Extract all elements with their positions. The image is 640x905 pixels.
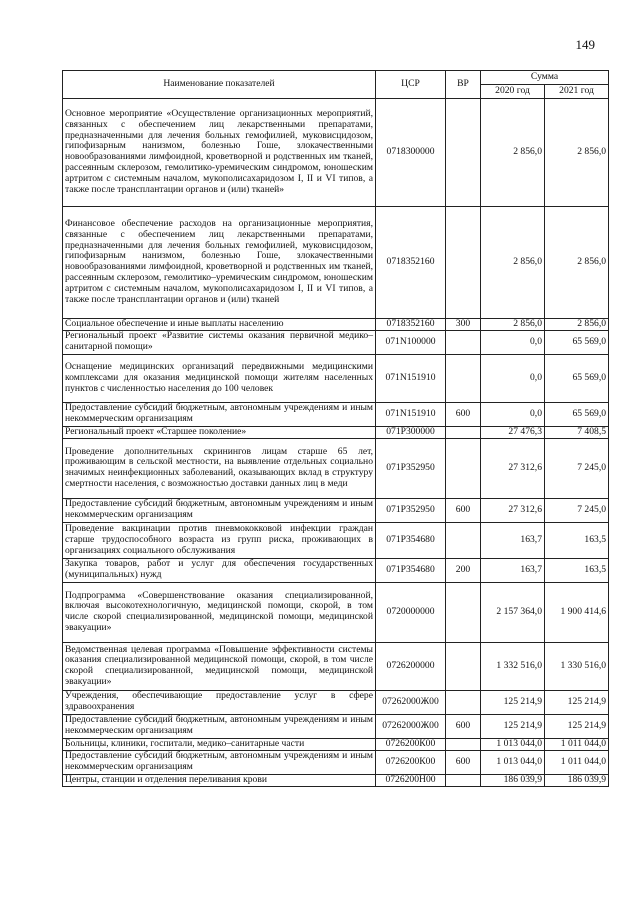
row-amount-2020: 27 476,3 <box>481 426 545 438</box>
table-row <box>63 318 609 330</box>
row-amount-2020: 2 856,0 <box>481 318 545 330</box>
row-amount-2020: 2 157 364,0 <box>481 582 545 642</box>
row-amount-2021: 65 569,0 <box>545 354 609 402</box>
row-vr <box>446 330 481 354</box>
row-vr: 600 <box>446 750 481 774</box>
row-amount-2020: 27 312,6 <box>481 438 545 498</box>
row-vr <box>446 98 481 206</box>
row-amount-2020: 163,7 <box>481 558 545 582</box>
row-csr: 0718352160 <box>376 318 446 330</box>
row-vr <box>446 438 481 498</box>
table-row <box>63 354 609 402</box>
row-vr: 600 <box>446 498 481 522</box>
row-amount-2021: 125 214,9 <box>545 690 609 714</box>
row-csr: 071N151910 <box>376 354 446 402</box>
header-sum: Сумма <box>481 71 609 85</box>
table-row <box>63 690 609 714</box>
row-amount-2021: 2 856,0 <box>545 318 609 330</box>
row-name: Социальное обеспечение и иные выплаты населению <box>63 318 376 330</box>
row-vr <box>446 522 481 558</box>
row-vr: 600 <box>446 402 481 426</box>
row-vr <box>446 642 481 690</box>
row-amount-2021: 1 011 044,0 <box>545 738 609 750</box>
table-row <box>63 558 609 582</box>
row-csr: 071P352950 <box>376 498 446 522</box>
row-csr: 071P352950 <box>376 438 446 498</box>
budget-table <box>62 70 609 787</box>
row-name: Региональный проект «Старшее поколение» <box>63 426 376 438</box>
row-name: Финансовое обеспечение расходов на организационные мероприятия, связанные с обеспечением лиц лекарственными препаратами, предназначенными для лечения больных гемофилией, муковисцидозом, гипофизарным нанизмом, болезнью Гоше, злокачественными новообразованиями лимфоидной, кроветворной и родственных им тканей, рассеянным склерозом, гемолитико–уремическим синдромом, юношеским артритом с системным началом, мукополисахаридозом I, II и VI типов, а также после трансплантации органов и (или) тканей <box>63 206 376 318</box>
row-amount-2021: 7 408,5 <box>545 426 609 438</box>
row-vr: 600 <box>446 714 481 738</box>
row-amount-2020: 0,0 <box>481 402 545 426</box>
row-name: Подпрограмма «Совершенствование оказания специализированной, включая высокотехнологичную, медицинской помощи, скорой, в том числе скорой специализированной, медицинской помощи, медицинской эвакуации» <box>63 582 376 642</box>
row-amount-2020: 125 214,9 <box>481 690 545 714</box>
row-amount-2021: 7 245,0 <box>545 438 609 498</box>
row-csr: 0718300000 <box>376 98 446 206</box>
table-row <box>63 738 609 750</box>
table-row <box>63 438 609 498</box>
row-vr <box>446 690 481 714</box>
row-name: Предоставление субсидий бюджетным, автономным учреждениям и иным некоммерческим организациям <box>63 714 376 738</box>
table-row <box>63 774 609 786</box>
row-amount-2020: 163,7 <box>481 522 545 558</box>
table-row <box>63 402 609 426</box>
row-amount-2021: 65 569,0 <box>545 330 609 354</box>
row-amount-2021: 125 214,9 <box>545 714 609 738</box>
row-name: Региональный проект «Развитие системы оказания первичной медико–санитарной помощи» <box>63 330 376 354</box>
row-amount-2021: 163,5 <box>545 558 609 582</box>
row-name: Учреждения, обеспечивающие предоставление услуг в сфере здравоохранения <box>63 690 376 714</box>
row-vr <box>446 206 481 318</box>
row-amount-2021: 65 569,0 <box>545 402 609 426</box>
header-vr: ВР <box>446 71 481 99</box>
row-name: Предоставление субсидий бюджетным, автономным учреждениям и иным некоммерческим организациям <box>63 402 376 426</box>
table-row <box>63 330 609 354</box>
row-csr: 07262000Ж00 <box>376 714 446 738</box>
row-amount-2021: 1 011 044,0 <box>545 750 609 774</box>
row-amount-2021: 2 856,0 <box>545 206 609 318</box>
table-row <box>63 498 609 522</box>
row-amount-2020: 2 856,0 <box>481 206 545 318</box>
header-name: Наименование показателей <box>63 71 376 99</box>
row-amount-2020: 2 856,0 <box>481 98 545 206</box>
row-vr <box>446 426 481 438</box>
row-amount-2020: 1 013 044,0 <box>481 738 545 750</box>
header-year-2020: 2020 год <box>481 84 545 98</box>
row-name: Больницы, клиники, госпитали, медико–санитарные части <box>63 738 376 750</box>
row-csr: 0720000000 <box>376 582 446 642</box>
row-vr: 200 <box>446 558 481 582</box>
row-csr: 0718352160 <box>376 206 446 318</box>
row-amount-2021: 1 330 516,0 <box>545 642 609 690</box>
table-row <box>63 522 609 558</box>
row-csr: 0726200Н00 <box>376 774 446 786</box>
row-csr: 0726200000 <box>376 642 446 690</box>
row-amount-2021: 186 039,9 <box>545 774 609 786</box>
row-csr: 071P300000 <box>376 426 446 438</box>
table-row <box>63 714 609 738</box>
row-amount-2021: 2 856,0 <box>545 98 609 206</box>
table-row <box>63 426 609 438</box>
row-amount-2021: 7 245,0 <box>545 498 609 522</box>
row-amount-2021: 1 900 414,6 <box>545 582 609 642</box>
table-body <box>63 98 609 786</box>
row-name: Проведение вакцинации против пневмококковой инфекции граждан старше трудоспособного возраста из групп риска, проживающих в организациях социального обслуживания <box>63 522 376 558</box>
row-csr: 07262000Ж00 <box>376 690 446 714</box>
row-name: Основное мероприятие «Осуществление организационных мероприятий, связанных с обеспечением лиц лекарственными препаратами, предназначенными для лечения больных гемофилией, муковисцидозом, гипофизарным нанизмом, болезнью Гоше, злокачественными новообразованиями лимфоидной, кроветворной и родственных им тканей, рассеянным склерозом, гемолитико-уремическим синдромом, юношеским артритом с системным началом, мукополисахаридозом I, II и VI типов, а также после трансплантации органов и (или) тканей» <box>63 98 376 206</box>
row-vr <box>446 354 481 402</box>
row-amount-2020: 0,0 <box>481 330 545 354</box>
page-number: 149 <box>575 37 595 52</box>
table-row <box>63 750 609 774</box>
table-row <box>63 98 609 206</box>
header-csr: ЦСР <box>376 71 446 99</box>
row-amount-2020: 0,0 <box>481 354 545 402</box>
row-vr: 300 <box>446 318 481 330</box>
row-amount-2020: 125 214,9 <box>481 714 545 738</box>
row-name: Предоставление субсидий бюджетным, автономным учреждениям и иным некоммерческим организациям <box>63 498 376 522</box>
row-amount-2021: 163,5 <box>545 522 609 558</box>
row-name: Центры, станции и отделения переливания крови <box>63 774 376 786</box>
row-name: Ведомственная целевая программа «Повышение эффективности системы оказания специализированной медицинской помощи, скорой, в том числе скорой специализированной, медицинской помощи, медицинской эвакуации» <box>63 642 376 690</box>
row-name: Предоставление субсидий бюджетным, автономным учреждениям и иным некоммерческим организациям <box>63 750 376 774</box>
table-row <box>63 206 609 318</box>
row-vr <box>446 774 481 786</box>
table-row <box>63 642 609 690</box>
row-name: Закупка товаров, работ и услуг для обеспечения государственных (муниципальных) нужд <box>63 558 376 582</box>
row-csr: 071N151910 <box>376 402 446 426</box>
row-csr: 071P354680 <box>376 522 446 558</box>
row-amount-2020: 1 332 516,0 <box>481 642 545 690</box>
table-header <box>63 71 609 99</box>
row-csr: 071N100000 <box>376 330 446 354</box>
row-amount-2020: 186 039,9 <box>481 774 545 786</box>
row-amount-2020: 27 312,6 <box>481 498 545 522</box>
row-csr: 071P354680 <box>376 558 446 582</box>
row-vr <box>446 738 481 750</box>
row-vr <box>446 582 481 642</box>
header-year-2021: 2021 год <box>545 84 609 98</box>
row-name: Оснащение медицинских организаций передвижными медицинскими комплексами для оказания медицинской помощи жителям населенных пунктов с численностью населения до 100 человек <box>63 354 376 402</box>
row-csr: 0726200К00 <box>376 738 446 750</box>
table-row <box>63 582 609 642</box>
row-amount-2020: 1 013 044,0 <box>481 750 545 774</box>
row-csr: 0726200К00 <box>376 750 446 774</box>
row-name: Проведение дополнительных скринингов лицам старше 65 лет, проживающим в сельской местности, на выявление отдельных социально значимых неинфекционных заболеваний, оказывающих вклад в структуру смертности населения, с возможностью доставки данных лиц в меди <box>63 438 376 498</box>
